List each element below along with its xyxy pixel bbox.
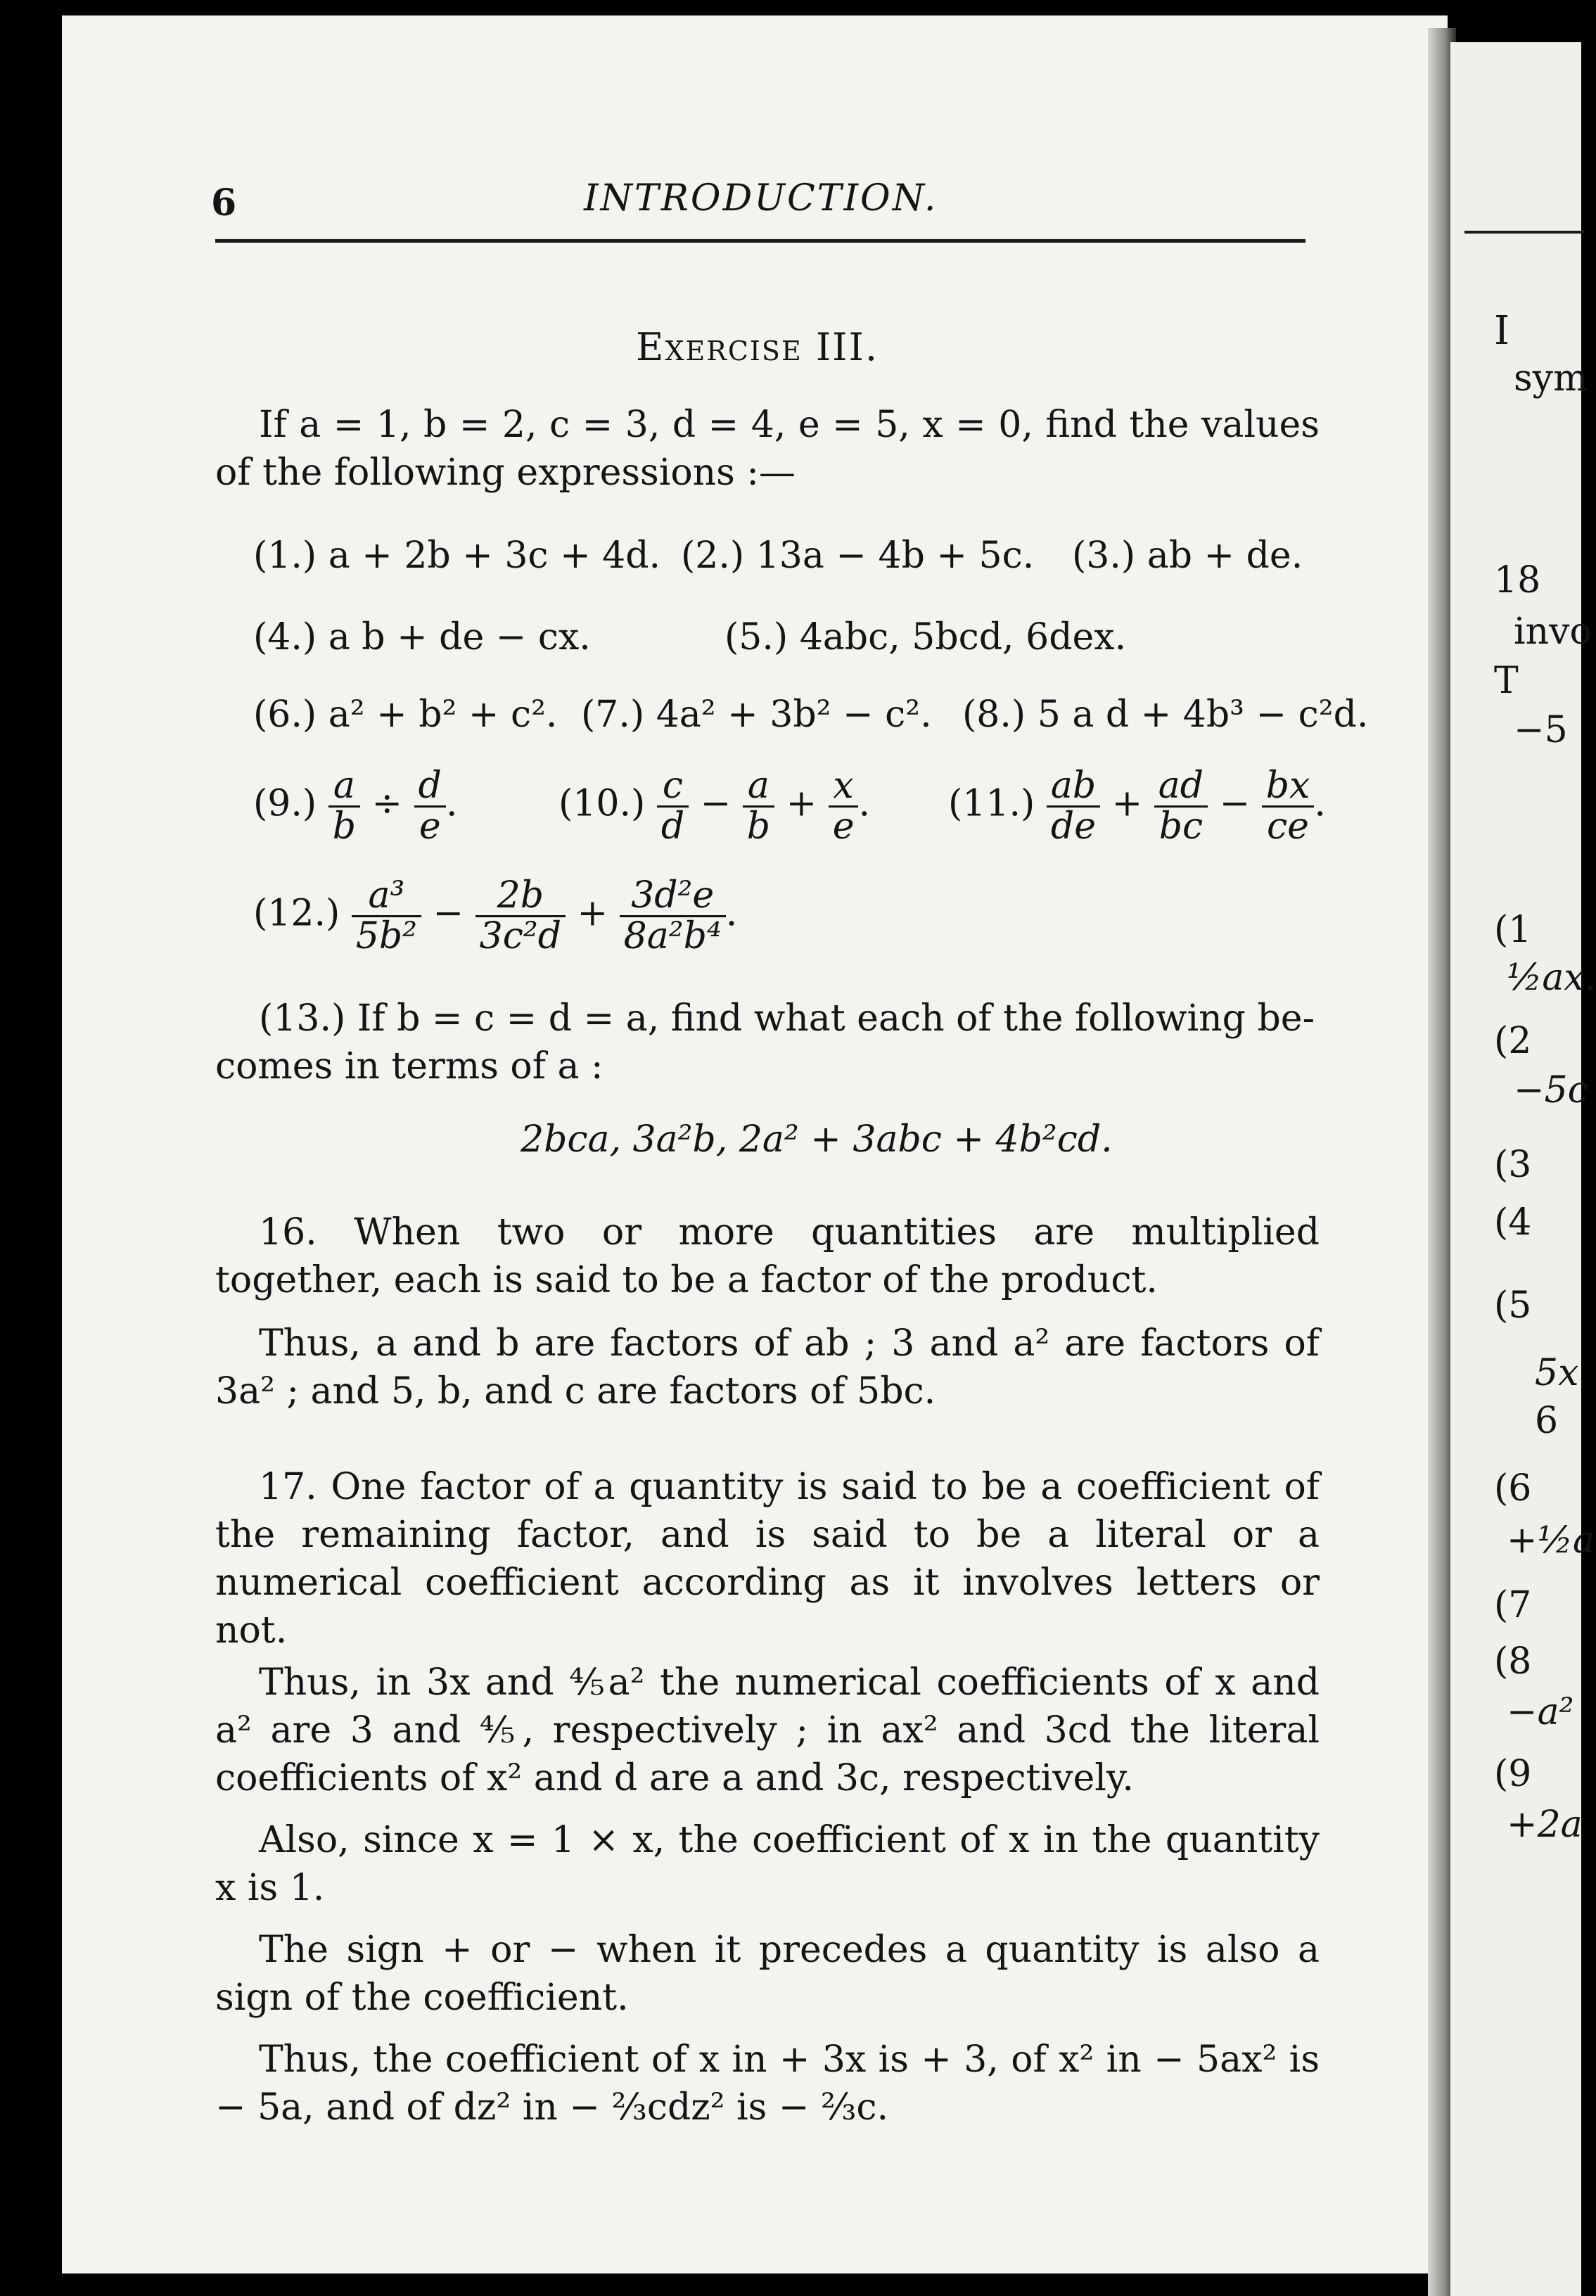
item-13-expression: 2bca, 3a²b, 2a² + 3abc + 4b²cd. — [521, 1118, 1113, 1161]
page-number: 6 — [211, 181, 237, 224]
section-16-para-2: Thus, a and b are factors of ab ; 3 and a² are factors of 3a² ; and 5, b, and c are factors of 5bc. — [215, 1322, 1320, 1412]
right-fragment: 18 — [1494, 559, 1541, 601]
right-fragment: (2 — [1494, 1020, 1532, 1062]
item-13-line-2: comes in terms of a : — [215, 1045, 604, 1088]
right-fragment: −5c — [1514, 1069, 1588, 1111]
expression-10-label: (10.) — [558, 782, 646, 825]
expression-12-label: (12.) — [253, 892, 340, 935]
right-fragment: (4 — [1494, 1201, 1532, 1244]
right-fragment: (7 — [1494, 1584, 1532, 1626]
exercise-item-13 — [215, 995, 1320, 1090]
expression-11: (11.) $\frac{ab}{de}$ + $\frac{ad}{bc}$ − $\frac{bx}{ce}$ . — [948, 765, 1326, 848]
right-fragment: (8 — [1494, 1640, 1532, 1683]
section-17-para-4: The sign + or − when it precedes a quantity is also a sign of the coefficient. — [215, 1929, 1320, 2019]
right-fragment: T — [1494, 660, 1519, 702]
expression-11-label: (11.) — [948, 782, 1035, 825]
section-17-para-5: Thus, the coefficient of x in + 3x is + 3, of x² in − 5ax² is − 5a, and of dz² in − ⅔cdz² is − ⅔c. — [215, 2039, 1320, 2129]
item-13-line-1: (13.) If b = c = d = a, find what each of the following be- — [259, 997, 1315, 1040]
expression-1: (1.) a + 2b + 3c + 4d. — [253, 535, 661, 577]
expression-9: (9.) $\frac{a}{b}$ ÷ $\frac{d}{e}$ . — [253, 765, 458, 848]
expression-7: (7.) 4a² + 3b² − c². — [581, 694, 932, 736]
right-fragment: I — [1494, 308, 1510, 354]
right-fragment: (6 — [1494, 1467, 1532, 1510]
section-16 — [215, 1208, 1320, 1415]
expression-12: (12.) $\frac{\text{a³}}{\text{5b²}}$ − $\frac{2b}{\text{3c²d}}$ + $\frac{\text{3d²e}}{\text{8a²b⁴}}$ . — [253, 874, 738, 957]
right-fragment: (5 — [1494, 1284, 1532, 1327]
right-fragment: (9 — [1494, 1753, 1532, 1795]
expression-4: (4.) a b + de − cx. — [253, 616, 591, 658]
section-17-para-3: Also, since x = 1 × x, the coefficient of x in the quantity x is 1. — [215, 1819, 1320, 1909]
exercise-title: Exercise III. — [636, 325, 879, 369]
right-fragment: invo — [1514, 611, 1592, 653]
right-fragment: (3 — [1494, 1144, 1532, 1186]
exercise-instruction — [215, 401, 1320, 497]
expression-3: (3.) ab + de. — [1072, 535, 1303, 577]
right-fragment: ½ax. — [1507, 957, 1596, 999]
section-17-para-2: Thus, in 3x and ⅘a² the numerical coefficients of x and a² are 3 and ⅘, respectively ; in ax² and 3cd the literal coefficients of x² and d are a and 3c, respectively. — [215, 1662, 1320, 1799]
section-17 — [215, 1463, 1320, 2131]
right-fragment: −5 — [1514, 709, 1568, 751]
expression-9-label: (9.) — [253, 782, 317, 825]
expression-2: (2.) 13a − 4b + 5c. — [681, 535, 1035, 577]
right-fragment: 6 — [1535, 1400, 1559, 1442]
right-fragment: +2a — [1507, 1804, 1583, 1846]
right-fragment: +½a — [1507, 1519, 1595, 1562]
expression-10: (10.) $\frac{c}{d}$ − $\frac{a}{b}$ + $\frac{x}{e}$ . — [558, 765, 870, 848]
right-fragment: (1 — [1494, 909, 1532, 951]
right-fragment: sym — [1514, 357, 1588, 400]
expression-8: (8.) 5 a d + 4b³ − c²d. — [962, 694, 1369, 736]
section-17-para-1: 17. One factor of a quantity is said to be a coefficient of the remaining factor, and is said to be a literal or a numerical coefficient according as it involves letters or not. — [215, 1466, 1320, 1652]
right-fragment: −a² — [1507, 1691, 1574, 1733]
expression-6: (6.) a² + b² + c². — [253, 694, 558, 736]
right-header-rule — [1464, 231, 1584, 234]
running-title: INTRODUCTION. — [584, 177, 938, 219]
right-fragment: 5x — [1535, 1352, 1579, 1394]
book-page-right — [1450, 42, 1596, 2296]
instruction-text: If a = 1, b = 2, c = 3, d = 4, e = 5, x = 0, find the values of the following expressions :— — [215, 404, 1320, 494]
expression-5: (5.) 4abc, 5bcd, 6dex. — [724, 616, 1127, 658]
header-rule — [215, 239, 1305, 243]
section-16-para-1: 16. When two or more quantities are multiplied together, each is said to be a factor of the product. — [215, 1211, 1320, 1301]
